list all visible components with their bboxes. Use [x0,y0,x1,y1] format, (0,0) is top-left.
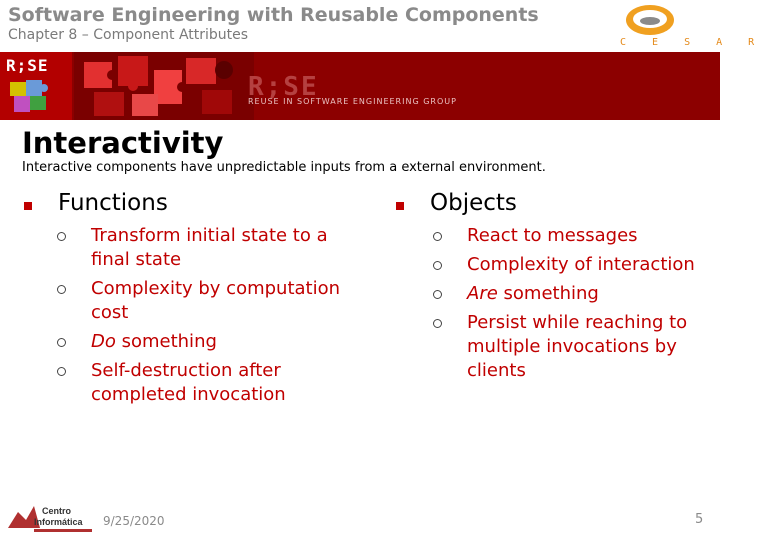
objects-heading: Objects [430,190,517,216]
list-item: Complexity by computation cost [20,277,346,325]
header-title: Software Engineering with Reusable Components [8,4,539,26]
objects-list [392,224,712,388]
header-subtitle: Chapter 8 – Component Attributes [8,27,249,43]
rise-brand-large: R;SE [248,72,319,102]
square-bullet-icon [396,202,404,210]
list-item: Do something [20,330,346,354]
list-item: Are something [392,282,699,306]
centro-informatica-logo [4,498,96,538]
slide-subtitle: Interactive components have unpredictable inputs from a external environment. [22,160,546,175]
puzzle-mini-icon [8,78,64,118]
list-item: Transform initial state to a final state [20,224,346,272]
list-item: Self-destruction after completed invocation [20,359,346,407]
circle-bullet-icon [57,367,66,376]
circle-bullet-icon [57,232,66,241]
circle-bullet-icon [57,338,66,347]
svg-text:Centro: Centro [42,506,71,516]
puzzle-pieces-icon [74,52,254,120]
circle-bullet-icon [433,232,442,241]
list-item: Persist while reaching to multiple invocations by clients [392,311,699,383]
circle-bullet-icon [433,290,442,299]
svg-text:Informática: Informática [34,517,83,527]
circle-bullet-icon [433,319,442,328]
functions-list [20,224,360,412]
list-item: React to messages [392,224,699,248]
page-number: 5 [695,512,704,527]
slide-title: Interactivity [22,126,224,160]
list-item: Complexity of interaction [392,253,699,277]
rise-tagline: REUSE IN SOFTWARE ENGINEERING GROUP [248,97,457,106]
functions-heading: Functions [58,190,168,216]
circle-bullet-icon [433,261,442,270]
slide-date: 9/25/2020 [103,514,165,528]
rise-banner-left [0,52,72,120]
rise-brand-small: R;SE [6,56,49,75]
circle-bullet-icon [57,285,66,294]
cesar-logo-text: C E S A R [620,37,764,48]
square-bullet-icon [24,202,32,210]
rise-banner [0,52,720,120]
